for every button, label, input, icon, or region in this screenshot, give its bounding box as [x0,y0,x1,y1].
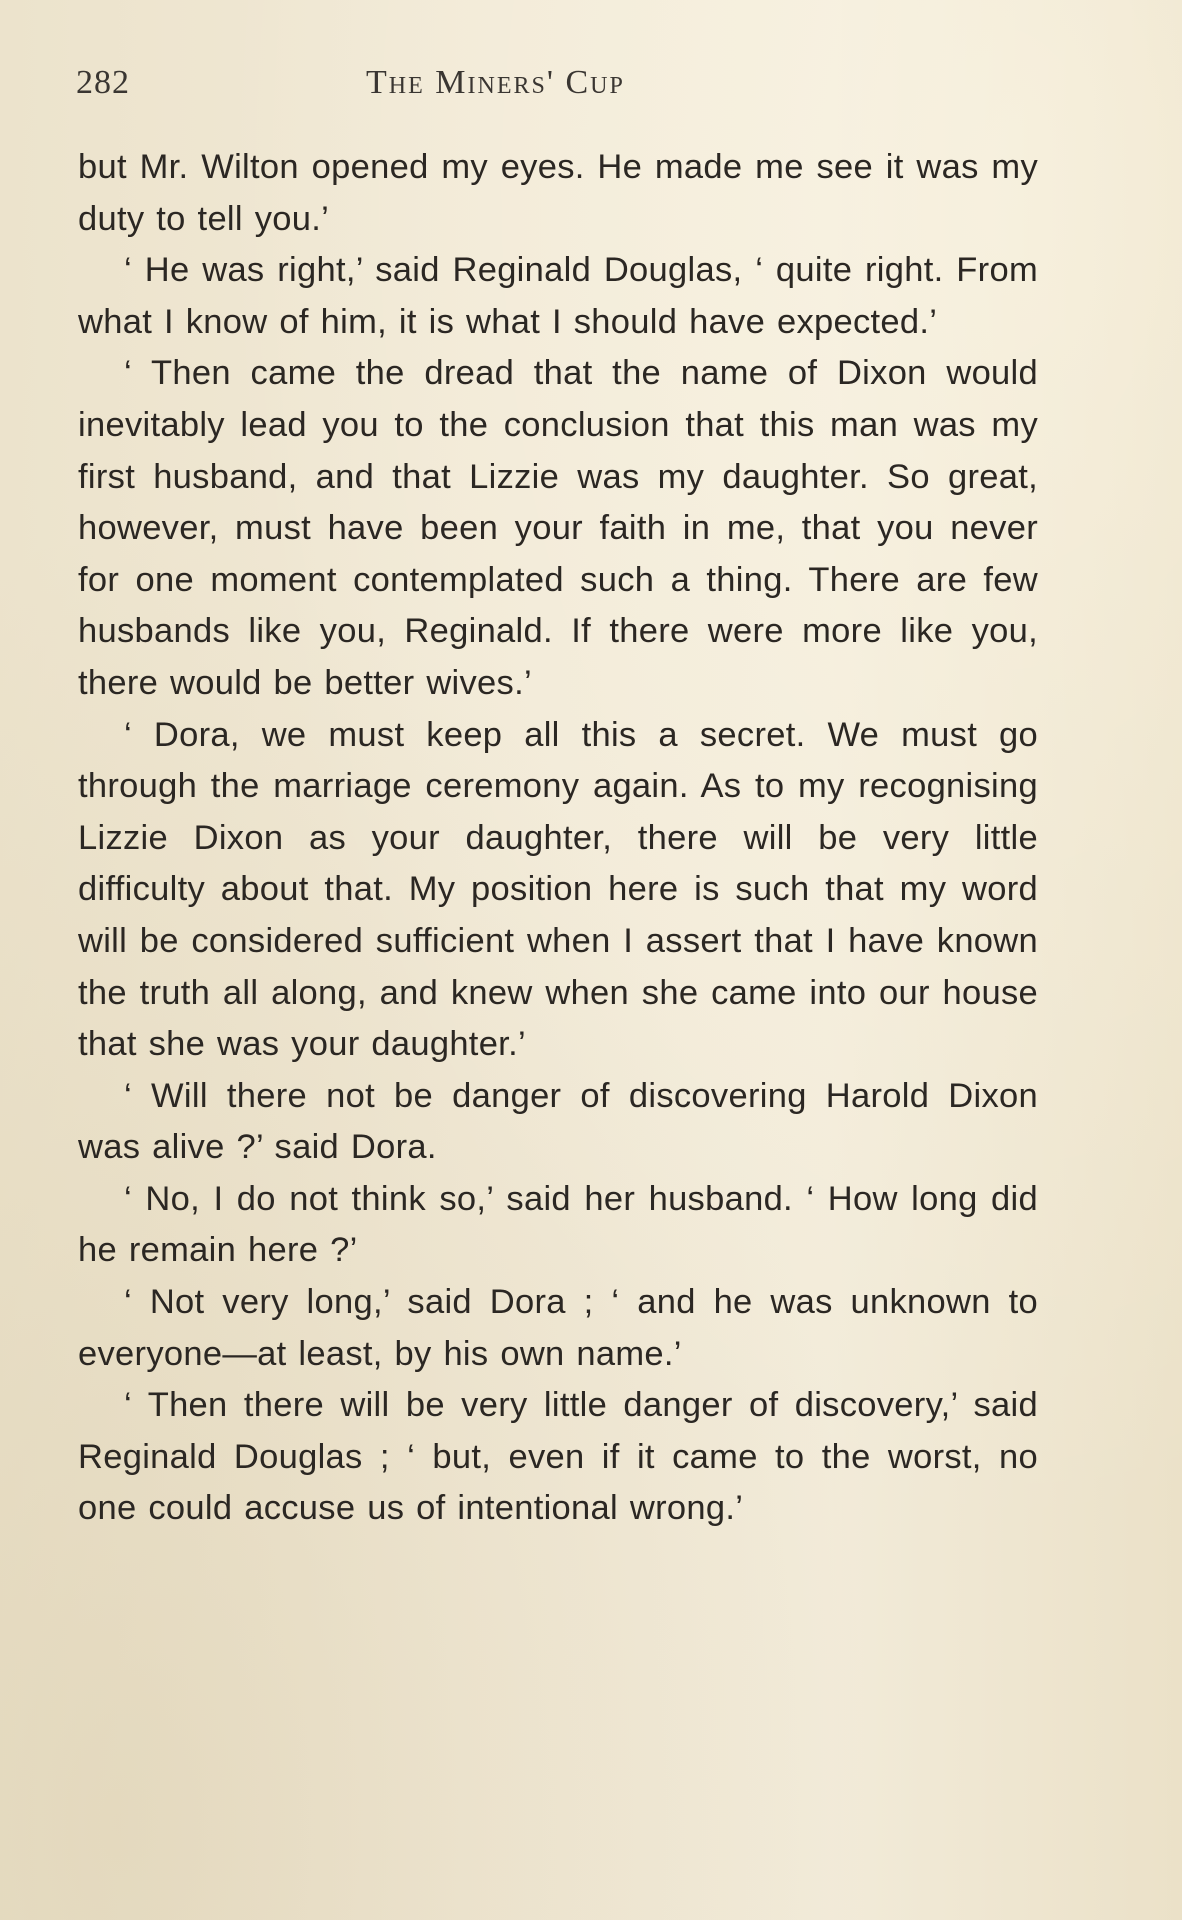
running-title: The Miners' Cup [366,64,625,101]
page-header [76,64,1056,114]
paragraph: ‘ Then came the dread that the name of Dixon would inevitably lead you to the conclusion that this man was my first husband, and that Lizzie was my daughter. So great, however, must have been your faith in me, that you never for one moment contemplated such a thing. There are few husbands like you, Reginald. If there were more like you, there would be better wives.’ [78,354,1038,702]
paragraph: ‘ Will there not be danger of discovering Harold Dixon was alive ?’ said Dora. [78,1076,1038,1167]
paragraph: ‘ Then there will be very little danger of discovery,’ said Reginald Douglas ; ‘ but, even if it came to the worst, no one could accuse us of intentional wrong.’ [78,1386,1038,1528]
page-number: 282 [76,64,130,101]
paragraph: ‘ No, I do not think so,’ said her husband. ‘ How long did he remain here ?’ [78,1179,1038,1270]
paragraph: ‘ He was right,’ said Reginald Douglas, ‘ quite right. From what I know of him, it is what I should have expected.’ [78,251,1038,341]
body-text [78,142,1038,1535]
paragraph: ‘ Not very long,’ said Dora ; ‘ and he was unknown to everyone—at least, by his own name.’ [78,1283,1038,1373]
paragraph: but Mr. Wilton opened my eyes. He made me see it was my duty to tell you.’ [78,148,1038,238]
paragraph: ‘ Dora, we must keep all this a secret. We must go through the marriage ceremony again. As to my recognising Lizzie Dixon as your daughter, there will be very little difficulty about that. My position here is such that my word will be considered sufficient when I assert that I have known the truth all along, and knew when she came into our house that she was your daughter.’ [78,715,1038,1064]
